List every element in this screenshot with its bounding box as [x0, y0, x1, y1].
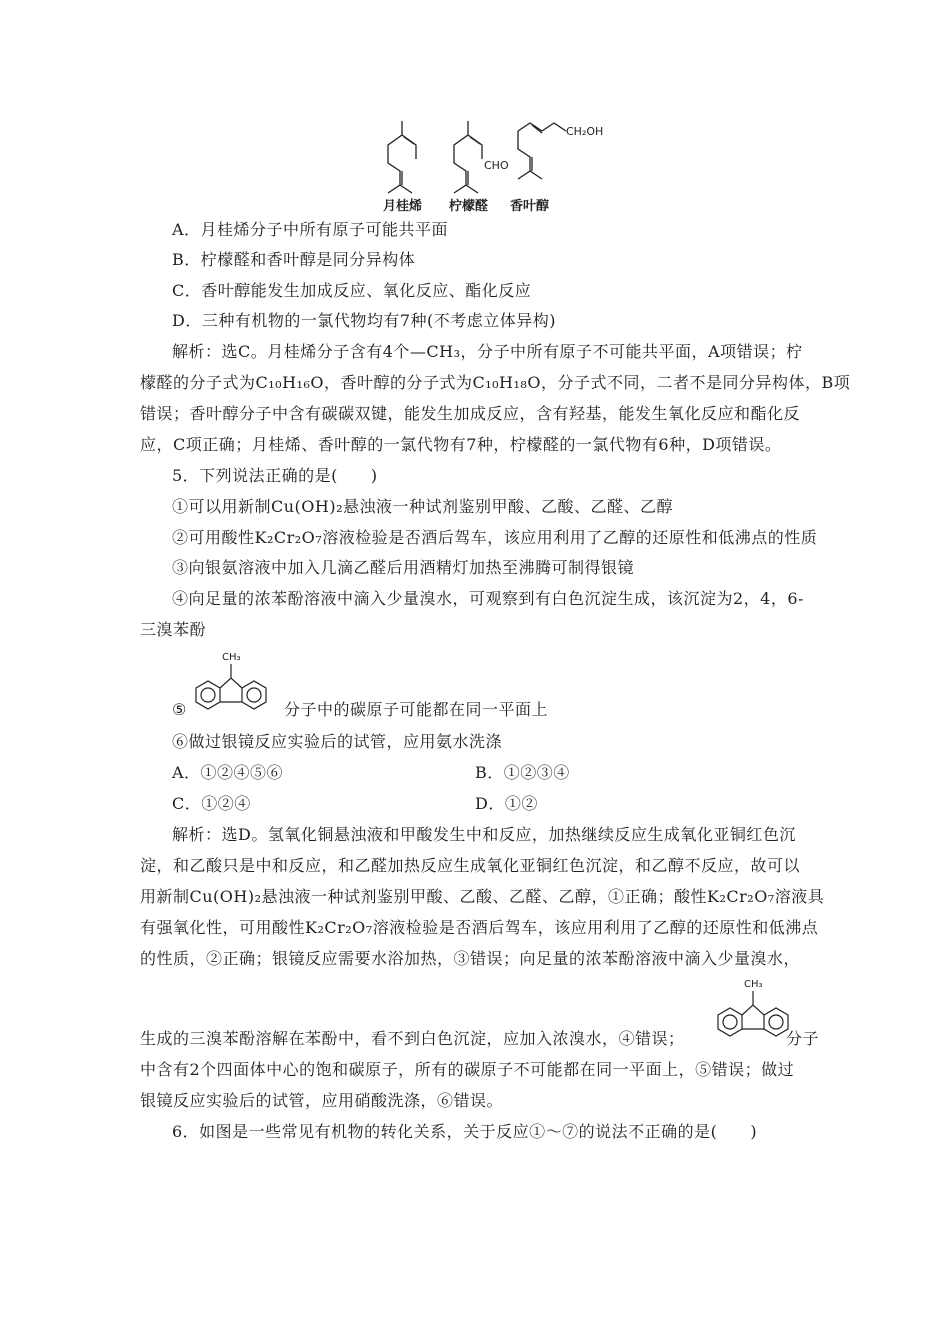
q5-option-c: C．①②④ [172, 794, 251, 813]
q5-analysis-mid-tail: 分子 [786, 1029, 820, 1048]
q5-statement-5-number: ⑤ [172, 700, 187, 719]
q5-statement-4-cont: 三溴苯酚 [140, 620, 207, 639]
myrcene-label: 月桂烯 [383, 199, 423, 214]
q5-statement-2: ②可用酸性K₂Cr₂O₇溶液检验是否酒后驾车，该应用利用了乙醇的还原性和低沸点的性质 [172, 528, 818, 547]
q4-option-c: C．香叶醇能发生加成反应、氧化反应、酯化反应 [172, 281, 532, 300]
q5-analysis-line: 用新制Cu(OH)₂悬浊液一种试剂鉴别甲酸、乙酸、乙醛、乙醇，①正确；酸性K₂Cr₂O₇溶液具 [140, 887, 825, 906]
cho-label: CHO [484, 159, 509, 172]
q5-option-a: A．①②④⑤⑥ [172, 763, 284, 782]
q4-option-a: A．月桂烯分子中所有原子可能共平面 [172, 220, 449, 239]
q4-option-b: B．柠檬醛和香叶醇是同分异构体 [172, 250, 416, 269]
q4-analysis-line: 解析：选C。月桂烯分子含有4个—CH₃，分子中所有原子不可能共平面，A项错误；柠 [172, 342, 803, 361]
ch3-label: CH₃ [222, 652, 241, 663]
q4-analysis-line: 檬醛的分子式为C₁₀H₁₆O，香叶醇的分子式为C₁₀H₁₈O，分子式不同，二者不是同分异构体，B项 [140, 373, 851, 392]
q5-analysis-line: 银镜反应实验后的试管，应用硝酸洗涤，⑥错误。 [140, 1091, 504, 1110]
q5-analysis-mid: 生成的三溴苯酚溶解在苯酚中，看不到白色沉淀，应加入浓溴水，④错误； [140, 1029, 685, 1048]
q5-analysis-line: 解析：选D。氢氧化铜悬浊液和甲酸发生中和反应，加热继续反应生成氧化亚铜红色沉 [172, 825, 796, 844]
q5-stem: 5．下列说法正确的是( ) [172, 466, 378, 485]
q5-analysis-line: 的性质，②正确；银镜反应需要水浴加热，③错误；向足量的浓苯酚溶液中滴入少量溴水， [140, 949, 801, 968]
q5-statement-3: ③向银氨溶液中加入几滴乙醛后用酒精灯加热至沸腾可制得银镜 [172, 558, 635, 577]
q5-statement-5-text: 分子中的碳原子可能都在同一平面上 [284, 700, 549, 719]
q4-option-d: D．三种有机物的一氯代物均有7种(不考虑立体异构) [172, 311, 556, 330]
q5-statement-4: ④向足量的浓苯酚溶液中滴入少量溴水，可观察到有白色沉淀生成，该沉淀为2，4，6- [172, 589, 804, 608]
q5-option-d: D．①② [475, 794, 538, 813]
geraniol-label: 香叶醇 [510, 199, 550, 214]
ch3-label-inline: CH₃ [744, 979, 763, 990]
q5-option-b: B．①②③④ [475, 763, 570, 782]
q5-statement-1: ①可以用新制Cu(OH)₂悬浊液一种试剂鉴别甲酸、乙酸、乙醛、乙醇 [172, 497, 674, 516]
methylfluorene-drawing [184, 648, 284, 720]
q5-analysis-line: 淀，和乙酸只是中和反应，和乙醛加热反应生成氧化亚铜红色沉淀，和乙醇不反应，故可以 [140, 856, 801, 875]
q6-stem: 6．如图是一些常见有机物的转化关系，关于反应①～⑦的说法不正确的是( ) [172, 1122, 758, 1141]
q4-analysis-line: 应，C项正确；月桂烯、香叶醇的一氯代物有7种，柠檬醛的一氯代物有6种，D项错误。 [140, 435, 782, 454]
methylfluorene-structure [184, 648, 284, 720]
citral-label: 柠檬醛 [449, 199, 489, 214]
q4-analysis-line: 错误；香叶醇分子中含有碳碳双键，能发生加成反应，含有羟基，能发生氧化反应和酯化反 [140, 404, 801, 423]
ch2oh-label: CH₂OH [566, 125, 604, 138]
q5-analysis-line: 有强氧化性，可用酸性K₂Cr₂O₇溶液检验是否酒后驾车，该应用利用了乙醇的还原性和低沸点 [140, 918, 819, 937]
q5-analysis-line: 中含有2个四面体中心的饱和碳原子，所有的碳原子不可能都在同一平面上，⑤错误；做过 [140, 1060, 795, 1079]
q5-statement-6: ⑥做过银镜反应实验后的试管，应用氨水洗涤 [172, 732, 503, 751]
